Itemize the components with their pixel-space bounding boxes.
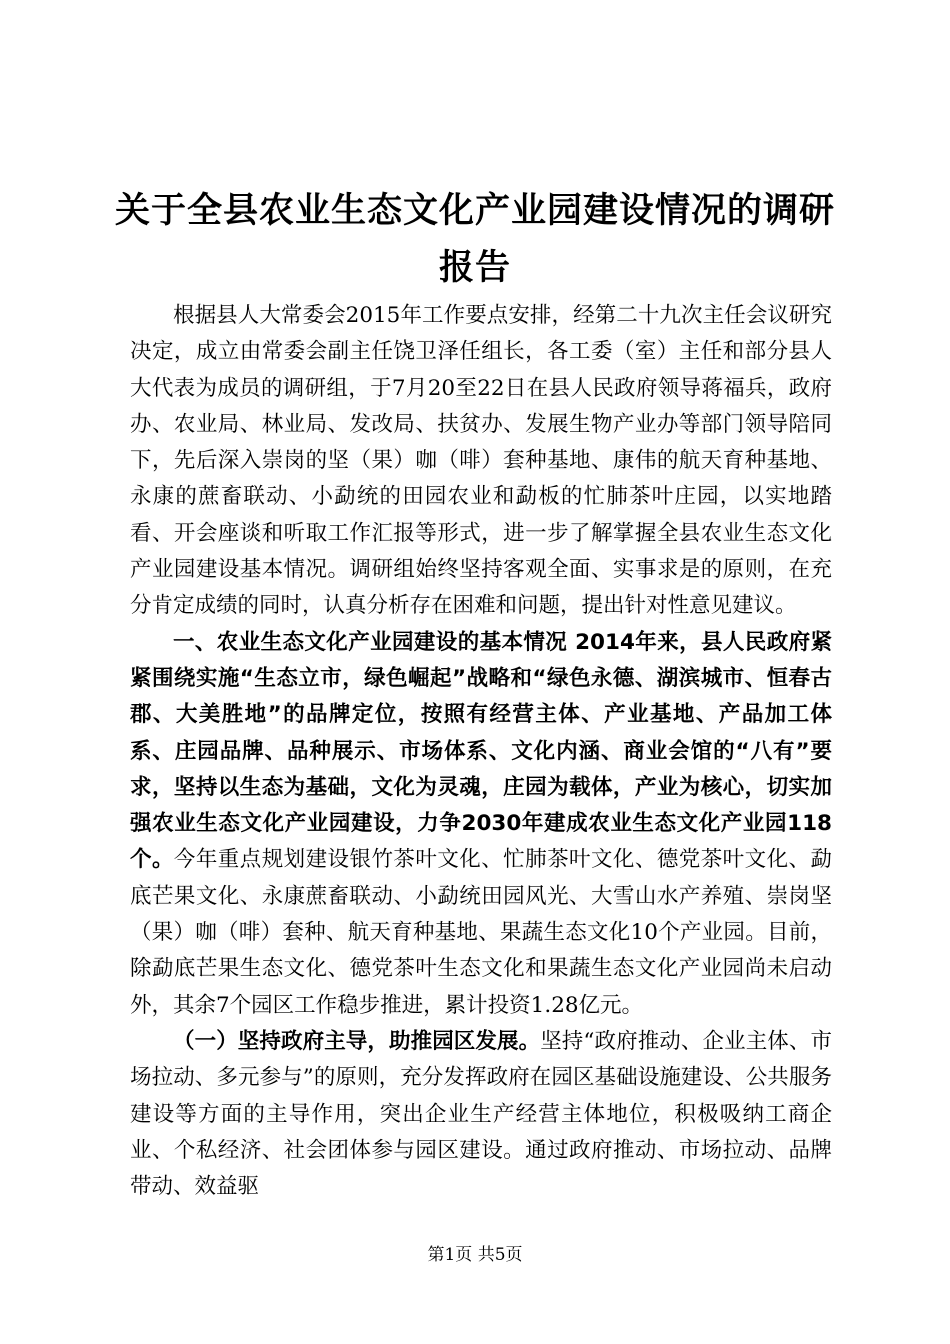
section-one-text: 今年重点规划建设银竹茶叶文化、忙肺茶叶文化、德党茶叶文化、勐底芒果文化、永康蔗畜联动、小勐统田园风光、大雪山水产养殖、崇岗坚（果）咖（啡）套种、航天育种基地、果蔬生态文化10个产业园。目前，除勐底芒果生态文化、德党茶叶生态文化和果蔬生态文化产业园尚未启动外，其余7个园区工作稳步推进，累计投资1.28亿元。 bbox=[130, 847, 832, 1018]
paragraph-intro: 根据县人大常委会2015年工作要点安排，经第二十九次主任会议研究决定，成立由常委会副主任饶卫泽任组长，各工委（室）主任和部分县人大代表为成员的调研组，于7月20至22日在县人民政府领导蒋福兵，政府办、农业局、林业局、发改局、扶贫办、发展生物产业办等部门领导陪同下，先后深入崇岗的坚（果）咖（啡）套种基地、康伟的航天育种基地、永康的蔗畜联动、小勐统的田园农业和勐板的忙肺茶叶庄园，以实地踏看、开会座谈和听取工作汇报等形式，进一步了解掌握全县农业生态文化产业园建设基本情况。调研组始终坚持客观全面、实事求是的原则，在充分肯定成绩的同时，认真分析存在困难和问题，提出针对性意见建议。 bbox=[130, 303, 832, 619]
paragraph-subsection-one bbox=[130, 1024, 832, 1205]
document-title-line2: 报告 bbox=[438, 248, 511, 288]
document-title-line1: 关于全县农业生态文化产业园建设情况的调研 bbox=[114, 191, 835, 231]
page-number-footer: 第1页 共5页 bbox=[427, 1245, 523, 1265]
subsection-one-text: 坚持“政府推动、企业主体、市场拉动、多元参与”的原则，充分发挥政府在园区基础设施建设、公共服务建设等方面的主导作用，突出企业生产经营主体地位，积极吸纳工商企业、个私经济、社会团体参与园区建设。通过政府推动、市场拉动、品牌带动、效益驱 bbox=[130, 1028, 832, 1200]
paragraph-section-one bbox=[130, 625, 832, 1024]
subsection-one-heading: （一）坚持政府主导，助推园区发展。 bbox=[173, 1028, 541, 1054]
section-one-heading: 一、农业生态文化产业园建设的基本情况 2014年来，县人民政府紧紧围绕实施“生态立市，绿色崛起”战略和“绿色永德、湖滨城市、恒春古郡、大美胜地”的品牌定位，按照有经营主体、产业基地、产品加工体系、庄园品牌、品种展示、市场体系、文化内涵、商业会馆的“八有”要求，坚持以生态为基础，文化为灵魂，庄园为载体，产业为核心，切实加强农业生态文化产业园建设，力争2030年建成农业生态文化产业园118个。 bbox=[130, 629, 832, 873]
document-body bbox=[130, 298, 832, 1205]
